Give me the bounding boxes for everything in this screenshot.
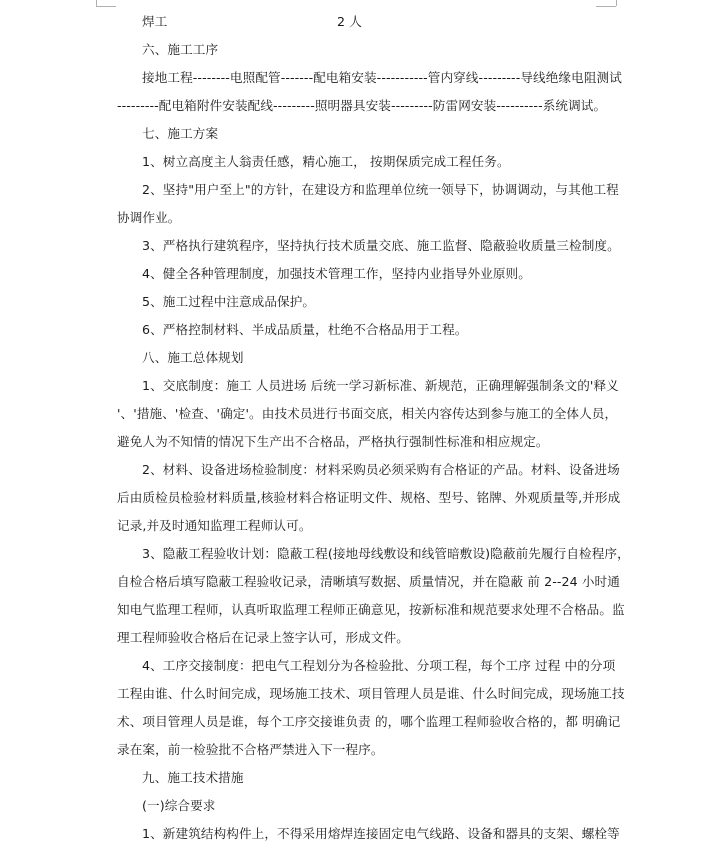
paragraph-line: 记录,并及时通知监理工程师认可。: [117, 518, 312, 533]
staff-role: 焊工: [142, 14, 168, 29]
page-corner-mark-right: [616, 0, 617, 6]
page-corner-mark-left: [96, 6, 116, 7]
paragraph-line: 3、隐蔽工程验收计划：隐蔽工程(接地母线敷设和线管暗敷设)隐蔽前先履行自检程序，: [142, 546, 630, 561]
paragraph-line: 5、施工过程中注意成品保护。: [142, 294, 316, 309]
paragraph-line: 九、施工技术措施: [142, 770, 244, 785]
paragraph-line: 4、健全各种管理制度，加强技术管理工作，坚持内业指导外业原则。: [142, 266, 531, 281]
paragraph-line: 2、坚持"用户至上"的方针，在建设方和监理单位统一领导下，协调调动，与其他工程: [142, 182, 619, 197]
paragraph-line: 录在案，前一检验批不合格严禁进入下一程序。: [117, 742, 384, 757]
document-body: [117, 8, 630, 848]
paragraph-line: 接地工程--------电照配管-------配电箱安装-----------管内穿线---------导线绝缘电阻测试: [142, 70, 622, 85]
paragraph-line: 1、树立高度主人翁责任感，精心施工， 按期保质完成工程任务。: [142, 154, 510, 169]
paragraph-line: 自检合格后填写隐蔽工程验收记录，清晰填写数据、质量情况，并在隐蔽 前 2--24 小时通: [117, 574, 620, 589]
paragraph-line: 协调作业。: [117, 210, 181, 225]
paragraph-line: 术、项目管理人员是谁，每个工序交接谁负责 的，哪个监理工程师验收合格的，都 明确记: [117, 714, 621, 729]
paragraph-line: 4、工序交接制度：把电气工程划分为各检验批、分项工程，每个工序 过程 中的分项: [142, 658, 616, 673]
page-corner-mark-right: [596, 6, 616, 7]
paragraph-line: 2、材料、设备进场检验制度：材料采购员必须采购有合格证的产品。材料、设备进场: [142, 462, 620, 477]
paragraph-line: 七、施工方案: [142, 126, 219, 141]
paragraph-line: 理工程师验收合格后在记录上签字认可，形成文件。: [117, 630, 409, 645]
paragraph-line: 六、施工工序: [142, 42, 219, 57]
paragraph-line: 1、交底制度：施工 人员进场 后统一学习新标准、新规范，正确理解强制条文的'释义: [142, 378, 619, 393]
paragraph-line: 八、施工总体规划: [142, 350, 244, 365]
paragraph-line: 知电气监理工程师，认真听取监理工程师正确意见，按新标准和规范要求处理不合格品。监: [117, 602, 625, 617]
paragraph-line: 3、严格执行建筑程序，坚持执行技术质量交底、施工监督、隐蔽验收质量三检制度。: [142, 238, 620, 253]
paragraph-line: (一)综合要求: [142, 798, 216, 813]
paragraph-line: '、'措施、'检查、'确定'。由技术员进行书面交底，相关内容传达到参与施工的全体人员，: [117, 406, 618, 421]
paragraph-line: 1、新建筑结构构件上，不得采用熔焊连接固定电气线路、设备和器具的支架、螺栓等: [142, 826, 620, 841]
paragraph-line: ---------配电箱附件安装配线---------照明器具安装---------防雷网安装----------系统调试。: [117, 98, 607, 113]
staff-row: [117, 8, 617, 36]
paragraph-line: 避免人为不知情的情况下生产出不合格品，严格执行强制性标准和相应规定。: [117, 434, 549, 449]
paragraph-line: 工程由谁、什么时间完成，现场施工技术、项目管理人员是谁、什么时间完成，现场施工技: [117, 686, 625, 701]
paragraph-line: 后由质检员检验材料质量,核验材料合格证明文件、规格、型号、铭牌、外观质量等,并形成: [117, 490, 621, 505]
staff-count: 2 人: [337, 14, 362, 29]
paragraph-line: 6、严格控制材料、半成品质量，杜绝不合格品用于工程。: [142, 322, 468, 337]
